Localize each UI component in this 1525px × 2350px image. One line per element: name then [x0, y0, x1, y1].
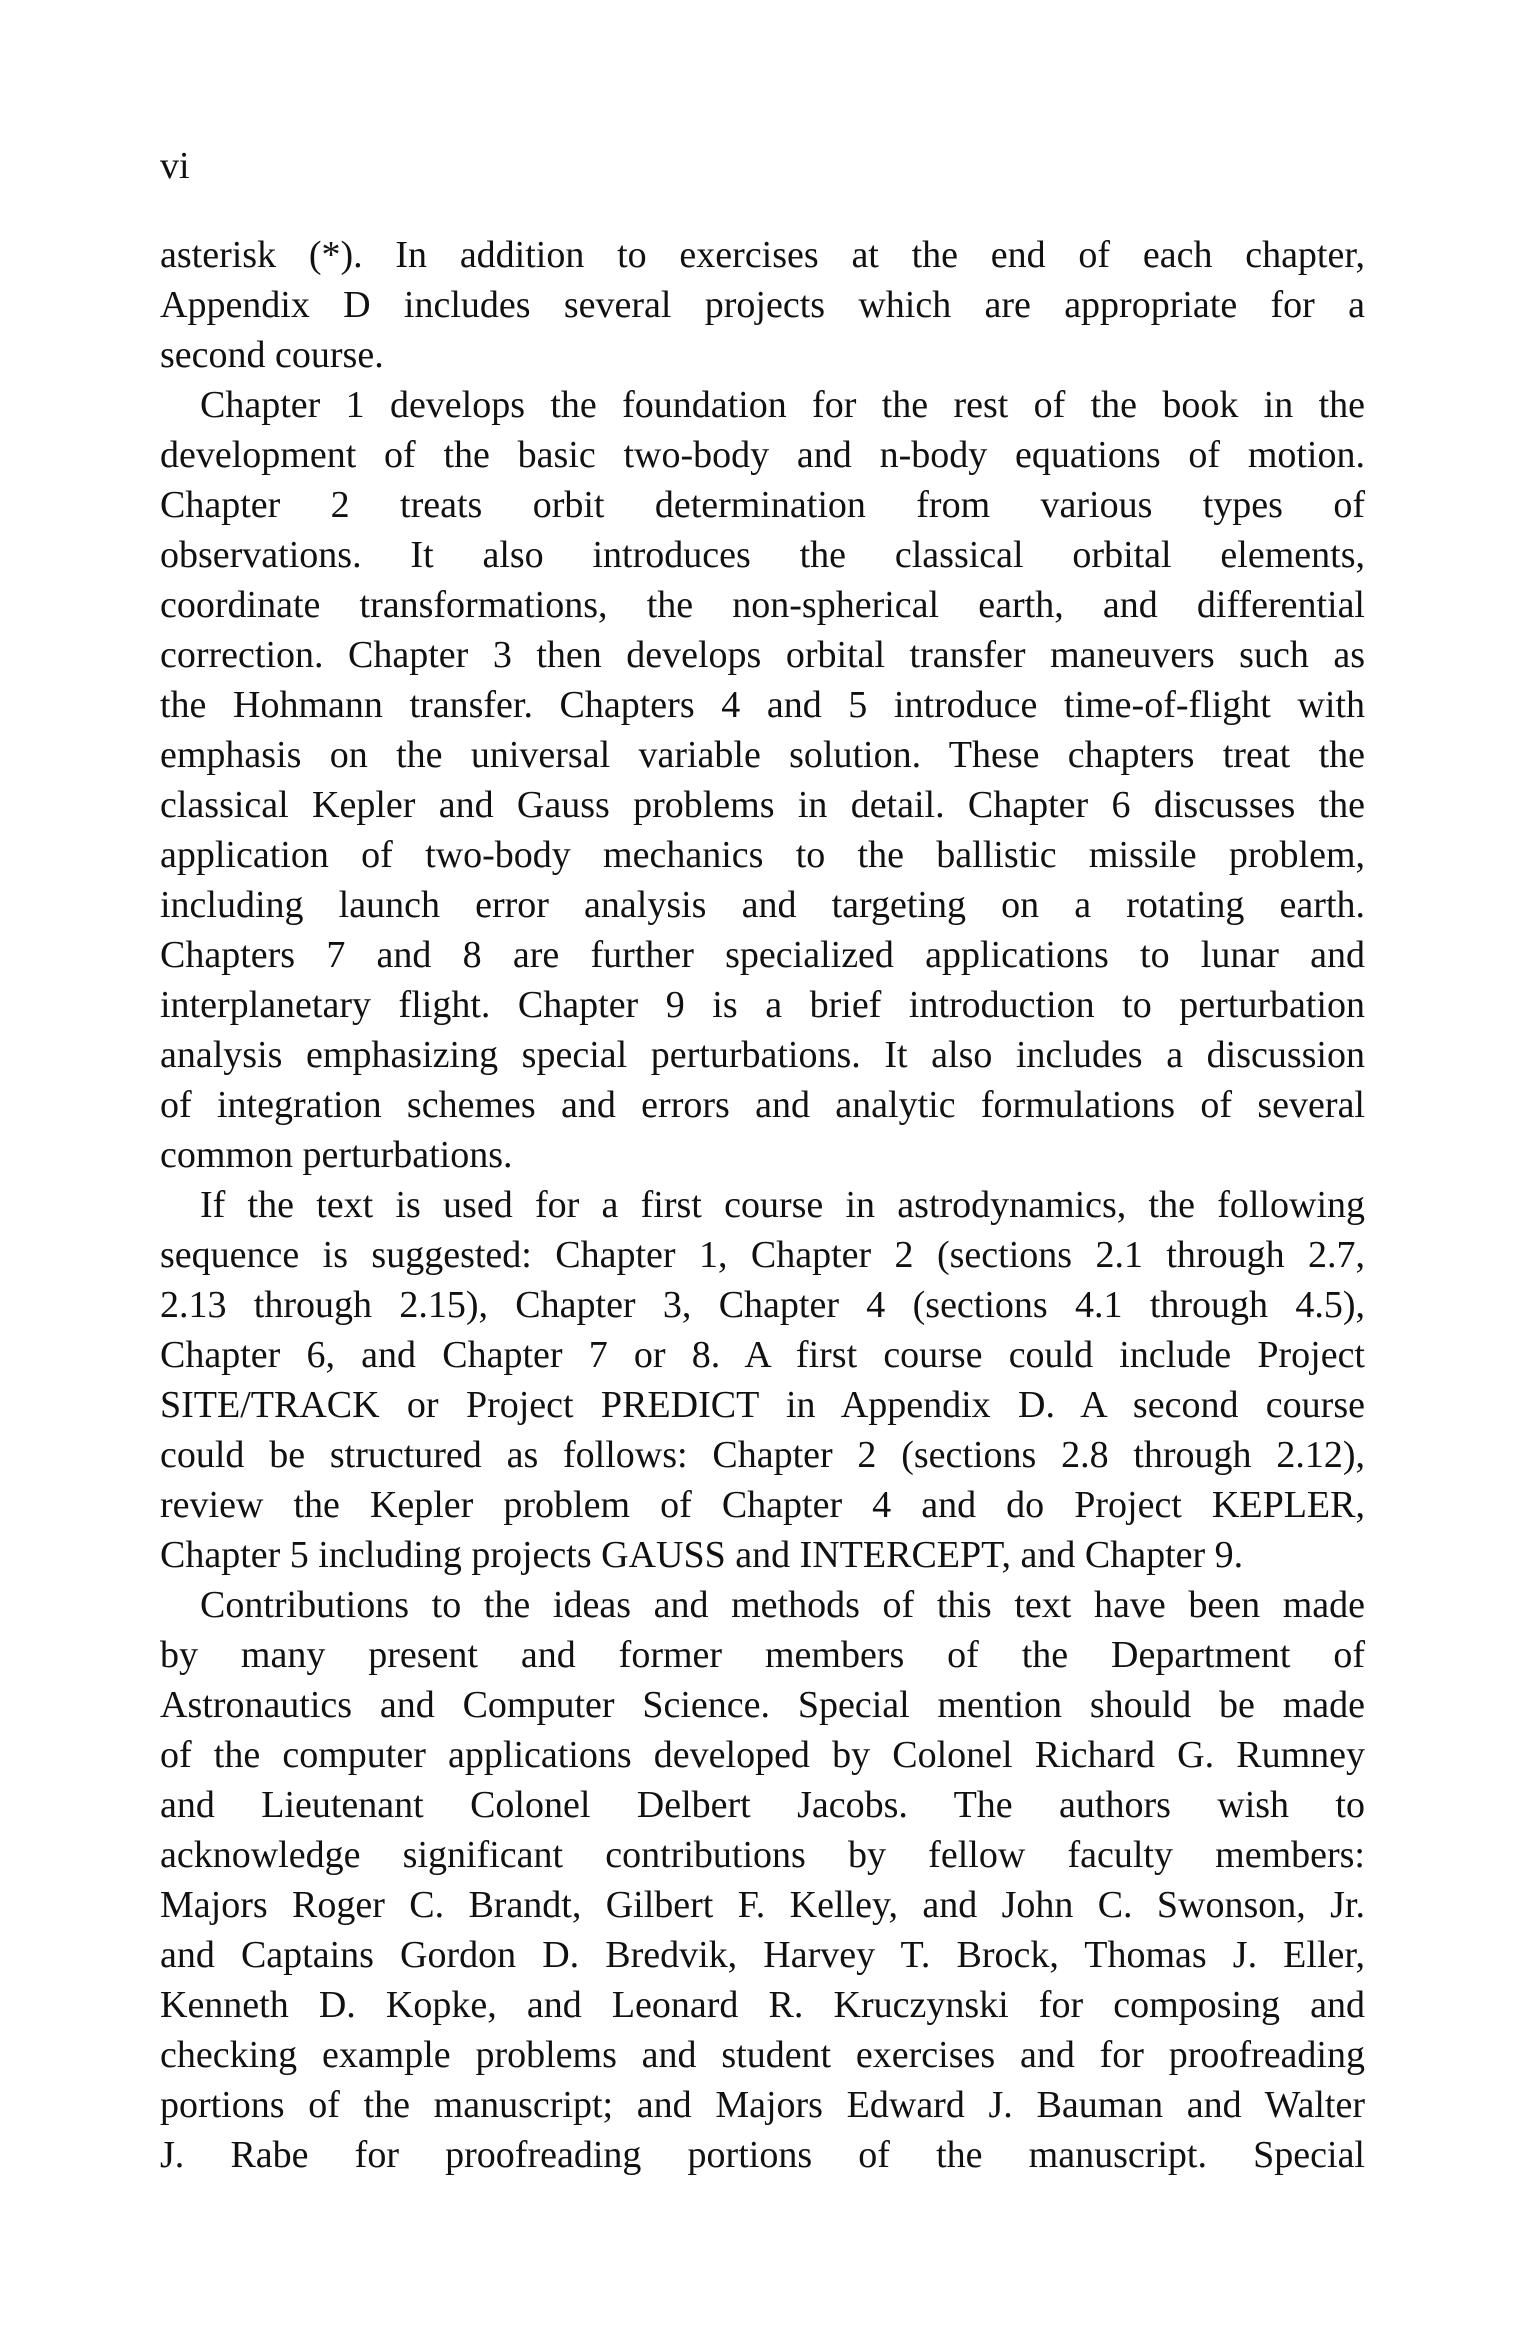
text-line: common perturbations.	[160, 1134, 513, 1176]
text-line: sequence is suggested: Chapter 1, Chapter 2 (sections 2.1 through 2.7,	[160, 1234, 1365, 1276]
text-line: the Hohmann transfer. Chapters 4 and 5 introduce time-of-flight with	[160, 684, 1365, 726]
text-line: Contributions to the ideas and methods of this text have been made	[200, 1584, 1365, 1626]
text-line: Chapter 5 including projects GAUSS and INTERCEPT, and Chapter 9.	[160, 1534, 1244, 1576]
body-text	[160, 230, 1365, 2180]
text-line: observations. It also introduces the classical orbital elements,	[160, 534, 1365, 576]
text-line: Chapter 1 develops the foundation for the rest of the book in the	[200, 384, 1365, 426]
text-line: by many present and former members of the Department of	[160, 1634, 1365, 1676]
text-line: emphasis on the universal variable solution. These chapters treat the	[160, 734, 1365, 776]
text-line: If the text is used for a first course in astrodynamics, the following	[200, 1184, 1365, 1226]
text-line: coordinate transformations, the non-spherical earth, and differential	[160, 584, 1365, 626]
text-line: review the Kepler problem of Chapter 4 and do Project KEPLER,	[160, 1484, 1365, 1526]
text-line: asterisk (*). In addition to exercises at the end of each chapter,	[160, 234, 1365, 276]
text-line: Majors Roger C. Brandt, Gilbert F. Kelley, and John C. Swonson, Jr.	[160, 1884, 1365, 1926]
page-number: vi	[160, 145, 190, 187]
text-line: checking example problems and student exercises and for proofreading	[160, 2034, 1365, 2076]
text-line: second course.	[160, 334, 384, 376]
text-line: and Captains Gordon D. Bredvik, Harvey T. Brock, Thomas J. Eller,	[160, 1934, 1365, 1976]
text-line: Kenneth D. Kopke, and Leonard R. Kruczynski for composing and	[160, 1984, 1365, 2026]
paragraph	[160, 1580, 1365, 2180]
text-line: Chapters 7 and 8 are further specialized applications to lunar and	[160, 934, 1365, 976]
text-line: interplanetary flight. Chapter 9 is a brief introduction to perturbation	[160, 984, 1365, 1026]
text-line: 2.13 through 2.15), Chapter 3, Chapter 4 (sections 4.1 through 4.5),	[160, 1284, 1365, 1326]
text-line: portions of the manuscript; and Majors Edward J. Bauman and Walter	[160, 2084, 1365, 2126]
text-line: J. Rabe for proofreading portions of the manuscript. Special	[160, 2134, 1365, 2176]
paragraph	[160, 380, 1365, 1180]
text-line: Astronautics and Computer Science. Special mention should be made	[160, 1684, 1365, 1726]
text-line: SITE/TRACK or Project PREDICT in Appendix D. A second course	[160, 1384, 1365, 1426]
paragraph	[160, 1180, 1365, 1580]
text-line: classical Kepler and Gauss problems in detail. Chapter 6 discusses the	[160, 784, 1365, 826]
text-line: including launch error analysis and targeting on a rotating earth.	[160, 884, 1365, 926]
text-line: correction. Chapter 3 then develops orbital transfer maneuvers such as	[160, 634, 1365, 676]
text-line: application of two-body mechanics to the ballistic missile problem,	[160, 834, 1365, 876]
text-line: of integration schemes and errors and analytic formulations of several	[160, 1084, 1365, 1126]
text-line: could be structured as follows: Chapter 2 (sections 2.8 through 2.12),	[160, 1434, 1365, 1476]
text-line: Chapter 2 treats orbit determination from various types of	[160, 484, 1365, 526]
text-line: analysis emphasizing special perturbations. It also includes a discussion	[160, 1034, 1365, 1076]
text-line: Chapter 6, and Chapter 7 or 8. A first course could include Project	[160, 1334, 1365, 1376]
text-line: acknowledge significant contributions by fellow faculty members:	[160, 1834, 1365, 1876]
text-line: development of the basic two-body and n-body equations of motion.	[160, 434, 1365, 476]
text-line: Appendix D includes several projects which are appropriate for a	[160, 284, 1365, 326]
text-line: of the computer applications developed by Colonel Richard G. Rumney	[160, 1734, 1365, 1776]
paragraph	[160, 230, 1365, 380]
text-line: and Lieutenant Colonel Delbert Jacobs. The authors wish to	[160, 1784, 1365, 1826]
